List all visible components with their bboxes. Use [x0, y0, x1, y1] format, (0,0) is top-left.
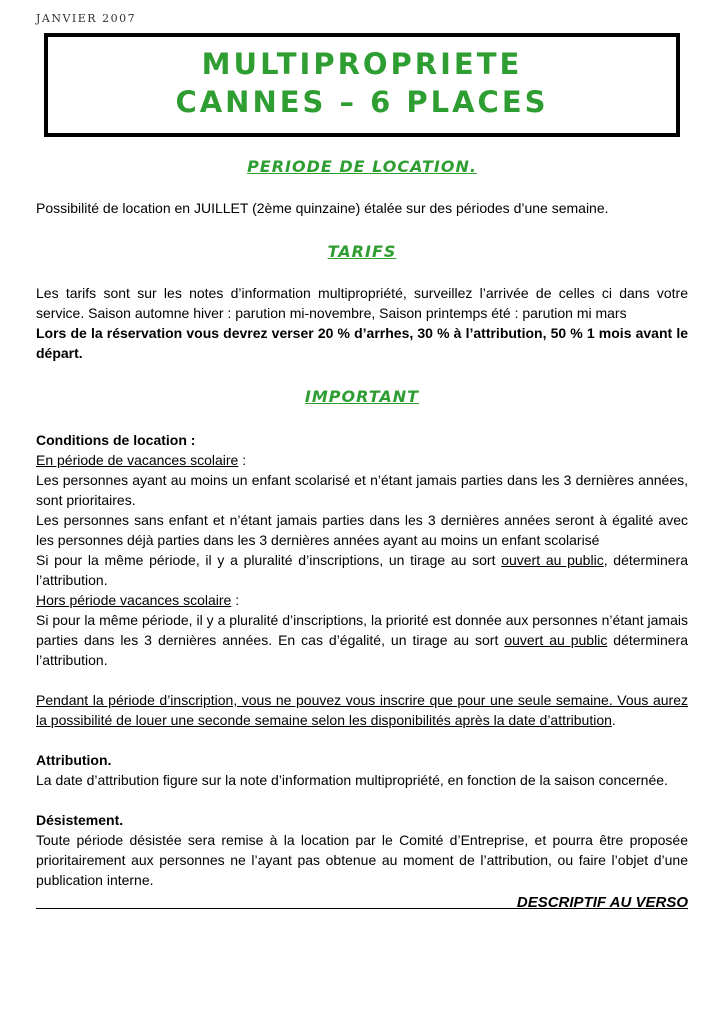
vacances-p3-before: Si pour la même période, il y a pluralité d’inscriptions, un tirage au sort — [36, 552, 502, 568]
hors-periode-label-underlined: Hors période vacances scolaire — [36, 592, 232, 608]
desistement-body: Toute période désistée sera remise à la location par le Comité d’Entreprise, et pourra être proposée prioritairement aux personnes ne l’ayant pas obtenue au moment de l’attribution, ou faire l’objet d’une publication interne. — [36, 832, 688, 888]
tarifs-bold-note: Lors de la réservation vous devrez verser 20 % d’arrhes, 30 % à l’attribution, 50 % 1 mois avant le départ. — [36, 325, 688, 361]
section-heading-tarifs: TARIFS — [327, 242, 397, 261]
footer-line — [36, 894, 688, 911]
hors-p1-underlined-phrase: ouvert au public — [504, 632, 608, 648]
section-heading-periode: PERIODE DE LOCATION. — [247, 157, 477, 176]
footer-text: DESCRIPTIF AU VERSO — [516, 894, 688, 911]
periode-body: Possibilité de location en JUILLET (2ème quinzaine) étalée sur des périodes d’une semaine. — [36, 200, 609, 216]
footer-rule — [36, 908, 517, 909]
tarifs-body: Les tarifs sont sur les notes d’information multipropriété, surveillez l’arrivée de celles ci dans votre service. Saison automne hiver : parution mi-novembre, Saison printemps été : parution mi mars — [36, 285, 688, 321]
hors-p1-after: déterminera l’attribution. — [36, 632, 689, 668]
hors-periode-label — [36, 590, 688, 610]
vacances-p3-after: , déterminera l’attribution. — [36, 552, 689, 588]
vacances-scolaire-label-colon: : — [238, 452, 247, 468]
hors-periode-label-colon: : — [231, 592, 240, 608]
inscription-note — [36, 690, 688, 730]
inscription-note-period: . — [611, 712, 616, 728]
attribution-body: La date d’attribution figure sur la note d’information multipropriété, en fonction de la saison concernée. — [36, 772, 668, 788]
vacances-paragraph-2: Les personnes sans enfant et n’étant jamais parties dans les 3 dernières années seront à égalité avec les personnes déjà parties dans les 3 dernières années ayant au moins un enfant scolarisé — [36, 512, 688, 548]
title-box — [44, 33, 680, 137]
conditions-label: Conditions de location : — [36, 432, 196, 448]
hors-p1-before: Si pour la même période, il y a pluralité d’inscriptions, la priorité est donnée aux personnes n’étant jamais parties dans les 3 dernières années. En cas d’égalité, un tirage au sort — [36, 612, 688, 648]
vacances-paragraph-1: Les personnes ayant au moins un enfant scolarisé et n’étant jamais parties dans les 3 dernières années, sont prioritaires. — [36, 472, 688, 508]
hors-periode-paragraph — [36, 610, 688, 670]
vacances-scolaire-label — [36, 450, 688, 470]
date-header: JANVIER 2007 — [36, 12, 137, 25]
vacances-paragraph-3 — [36, 550, 688, 590]
attribution-label: Attribution. — [36, 752, 112, 768]
section-heading-important: IMPORTANT — [304, 387, 420, 406]
desistement-label: Désistement. — [36, 812, 124, 828]
inscription-note-underlined: Pendant la période d’inscription, vous ne pouvez vous inscrire que pour une seule semaine. Vous aurez la possibilité de louer une seconde semaine selon les disponibilités après la date d’attribution — [36, 692, 688, 728]
document-title-line2: CANNES – 6 PLACES — [175, 85, 549, 119]
document-title-line1: MULTIPROPRIETE — [201, 47, 523, 81]
vacances-scolaire-label-underlined: En période de vacances scolaire — [36, 452, 239, 468]
vacances-p3-underlined-phrase: ouvert au public — [501, 552, 604, 568]
